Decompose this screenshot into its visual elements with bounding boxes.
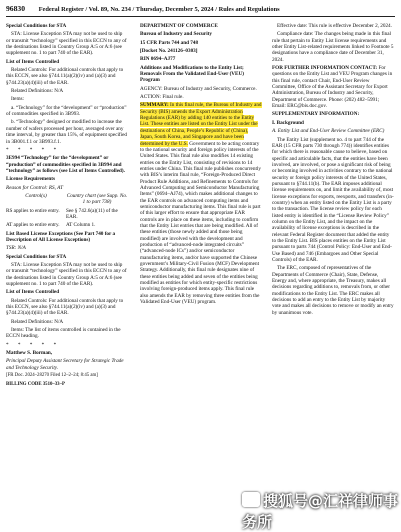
summary-text: Government to be acting contrary to the national security and foreign policy interests of the United States. This final rule also modifies 14 existing entries on the Entity List, consisting of revisions to 14 entries under China. This final rule publishes concurrently with BIS’s interim final rule, “Foreign-Produced Direct Product Rule Additions, and Refinements to Controls for Advanced Computing and Semiconductor Manufacturing Items” (0694–AJ74), which makes additional changes to the EAR controls on advanced computing items and semiconductor manufacturing items. This final rule is part of this larger effort to ensure that appropriate EAR controls are in place on these items, including to confirm that the Entity List entries that are being modified. All of these entities (those newly added and those being modified) are involved with the development and production of “advanced-node integrated circuits” (“advanced-node ICs”) and/or semiconductor manufacturing items, and/or have supported the Chinese government’s Military-Civil Fusion (MCF) Development Strategy. Additionally, this final rule designates nine of these entities being added and seven of the entities being modified as entities for which entity-specific restrictions involving foreign-produced items apply. This final rule also amends the EAR by removing three entities from the Validated End-User (VEU) program. bbox=[140, 140, 261, 306]
running-head: Federal Register / Vol. 89, No. 234 / Thursday, December 5, 2024 / Rules and Regulations bbox=[38, 6, 280, 13]
license-exceptions-heading: List Based License Exceptions (See Part 740 for a Description of All License Exceptions) bbox=[6, 230, 116, 243]
table-cell-country-chart: See § 742.6(a)(11) of the EAR. bbox=[66, 207, 118, 220]
tsr-line: TSR: N/A bbox=[6, 245, 26, 252]
summary-highlighted-text: In this final rule, the Bureau of Industry and Security (BIS) amends the Export Administration Regulations (EAR) by adding 140 entities to the Entity List. These entities are listed on the Entity List under the destinations of China, People’s Republic of (China), Japan, South Korea, and Singapore and have been determined by the U.S. bbox=[140, 102, 262, 147]
fr-doc-line: [FR Doc. 2024–28270 Filed 12–2–24; 8:45 am] bbox=[6, 373, 98, 379]
supplementary-heading: SUPPLEMENTARY INFORMATION: bbox=[272, 111, 360, 118]
agency-line: AGENCY: Bureau of Industry and Security, Commerce. bbox=[140, 85, 257, 92]
section-break-2: * * * * * bbox=[6, 341, 61, 348]
cfr-parts: 15 CFR Parts 744 and 748 bbox=[140, 39, 199, 46]
control-table-header bbox=[6, 193, 128, 206]
page-number: 96830 bbox=[6, 4, 25, 13]
reason-for-control: Reason for Control: RS, AT bbox=[6, 184, 64, 191]
column-left bbox=[6, 23, 128, 390]
column-right bbox=[272, 23, 394, 318]
item-a: a. “Technology” for the “development” or “production” of commodities specified in 3B993. bbox=[6, 104, 127, 118]
sta-paragraph: STA: License Exception STA may not be used to ship or transmit “technology” specified in this ECCN to any of the destinations listed in Country Group A:5 or A:6 (see supplement no. 1 to part 740 of the EAR). bbox=[6, 31, 127, 57]
special-conditions-heading: Special Conditions for STA bbox=[6, 23, 67, 29]
entity-list-paragraph: The Entity List (supplement no. 4 to part 744 of the EAR (15 CFR parts 730 through 774)) identifies entities for which there is reasonable cause to believe, based on specific and articulable facts, that the entities have been involved, are involved, or pose a significant risk of being or becoming involved in activities contrary to the national security or foreign policy interests of the United States, pursuant to §744.11(b). The EAR imposes additional license requirements on, and limit the availability of, most license exceptions for exports, reexports, and transfers (in-country) when an entity listed on the Entity List is a party to the transaction. The license review policy for each listed entity is identified in the “License Review Policy” column on the Entity List, and the impact on the availability of license exceptions is described in the relevant Federal Register document that added the entity to the Entity List. BIS places entities on the Entity List pursuant to parts 744 (Control Policy: End-User and End-Use Based) and 746 (Embargoes and Other Special Controls) of the EAR. bbox=[272, 136, 394, 264]
rin-number: RIN 0694–AJ77 bbox=[140, 56, 176, 63]
items-2: Items: The list of items controlled is contained in the ECCN heading. bbox=[6, 327, 121, 340]
table-header-country-chart: Country chart (see Supp. No. 1 to part 738) bbox=[66, 192, 128, 206]
contact-body: For questions on the Entity List and VEU Program changes in this final rule, contact Chair, End-User Review Committee, Office of the Assistant Secretary for Export Administration, Bureau of Industry and Security, Department of Commerce. Phone: (202) 482–5991; Email: ERC@bis.doc.gov. bbox=[272, 65, 393, 110]
table-cell-control: RS applies to entire entry. bbox=[6, 207, 60, 214]
page-header bbox=[6, 2, 395, 17]
item-b: b. “Technology” designed or modified to increase the number of wafers processed per hour, averaged over any time interval, by greater than 15%, of equipment specified in 3B001.f.1 or 3B993.f.1. bbox=[6, 119, 127, 145]
contact-paragraph bbox=[272, 65, 394, 109]
rule-title: Additions and Modifications to the Entity List; Removals From the Validated End-User (VEU) Program bbox=[140, 64, 244, 84]
list-of-items-heading: List of Items Controlled bbox=[6, 58, 60, 65]
items-label: Items: bbox=[11, 96, 24, 103]
action-line: ACTION: Final rule. bbox=[140, 94, 184, 101]
table-header-controls: Control(s) bbox=[25, 192, 47, 199]
list-of-items-heading-2: List of Items Controlled bbox=[6, 289, 60, 296]
license-requirements-heading: License Requirements bbox=[6, 176, 56, 183]
bureau-heading: Bureau of Industry and Security bbox=[140, 31, 212, 38]
related-definitions-2: Related Definitions: N/A bbox=[11, 318, 64, 325]
watermark bbox=[242, 490, 401, 532]
docket-number: [Docket No. 241126–0303] bbox=[140, 48, 198, 55]
related-definitions: Related Definitions: N/A bbox=[11, 88, 64, 95]
signer-name: Matthew S. Borman, bbox=[6, 350, 53, 357]
column-middle bbox=[140, 23, 262, 307]
subheading-a: A. Entity List and End-User Review Committee (ERC) bbox=[272, 128, 385, 135]
contact-label: FOR FURTHER INFORMATION CONTACT: bbox=[272, 65, 378, 72]
background-heading: I. Background bbox=[272, 119, 304, 126]
related-controls-2: Related Controls: For additional controls that apply to this ECCN, see also §744.11(a)(2)(iv) and (a)(3) and §744.23(a)(4)(iii) of the EAR. bbox=[6, 297, 124, 317]
signer-title: Principal Deputy Assistant Secretary for Strategic Trade and Technology Security. bbox=[6, 358, 124, 371]
camera-icon bbox=[242, 492, 260, 507]
erc-paragraph: The ERC, composed of representatives of the Departments of Commerce (Chair), State, Defense, Energy and, where appropriate, the Treasury, makes all decisions regarding additions to, removals from, or other modifications to the Entity List. The ERC makes all decisions to add an entry to the Entity List by majority vote and makes all decisions to remove or modify an entry by unanimous vote. bbox=[272, 265, 394, 316]
compliance-date: Compliance date: The changes being made in this final rule that pertain to Entity List license requirements and other Entity List-related requirements linked to Footnote 5 designations have a compliance date of December 31, 2024. bbox=[272, 31, 394, 63]
table-row bbox=[6, 208, 128, 221]
table-cell-control: AT applies to entire entry. bbox=[6, 222, 60, 229]
special-conditions-heading-2: Special Conditions for STA bbox=[6, 253, 67, 260]
table-row bbox=[6, 222, 128, 228]
eccn-3e994-heading: 3E994 “Technology” for the “development” or “production” of commodities specified in 3B994 and “technology” as follows (see List of Items Controlled). bbox=[6, 155, 125, 174]
related-controls: Related Controls: For additional controls that apply to this ECCN, see also §744.11(a)(2)(iv) and (a)(3) and §744.23(a)(4)(iii) of the EAR. bbox=[6, 67, 124, 86]
section-break: * * * * * bbox=[6, 146, 61, 153]
billing-code: BILLING CODE 3510–33–P bbox=[6, 381, 65, 387]
department-heading: DEPARTMENT OF COMMERCE bbox=[140, 23, 218, 29]
sta-paragraph-2: STA: License Exception STA may not be used to ship or transmit “technology” specified in this ECCN to any of the destinations listed in Country Group A:5 or A:6 (see supplement no. 1 to part 740 of the EAR). bbox=[6, 262, 127, 288]
table-cell-country-chart: AT Column 1. bbox=[66, 222, 96, 229]
summary-label: SUMMARY: bbox=[140, 102, 169, 109]
effective-date: Effective date: This rule is effective December 2, 2024. bbox=[277, 23, 392, 29]
summary-paragraph bbox=[140, 102, 262, 305]
watermark-text: 搜狐号@汇祥律师事务所 bbox=[242, 492, 399, 531]
